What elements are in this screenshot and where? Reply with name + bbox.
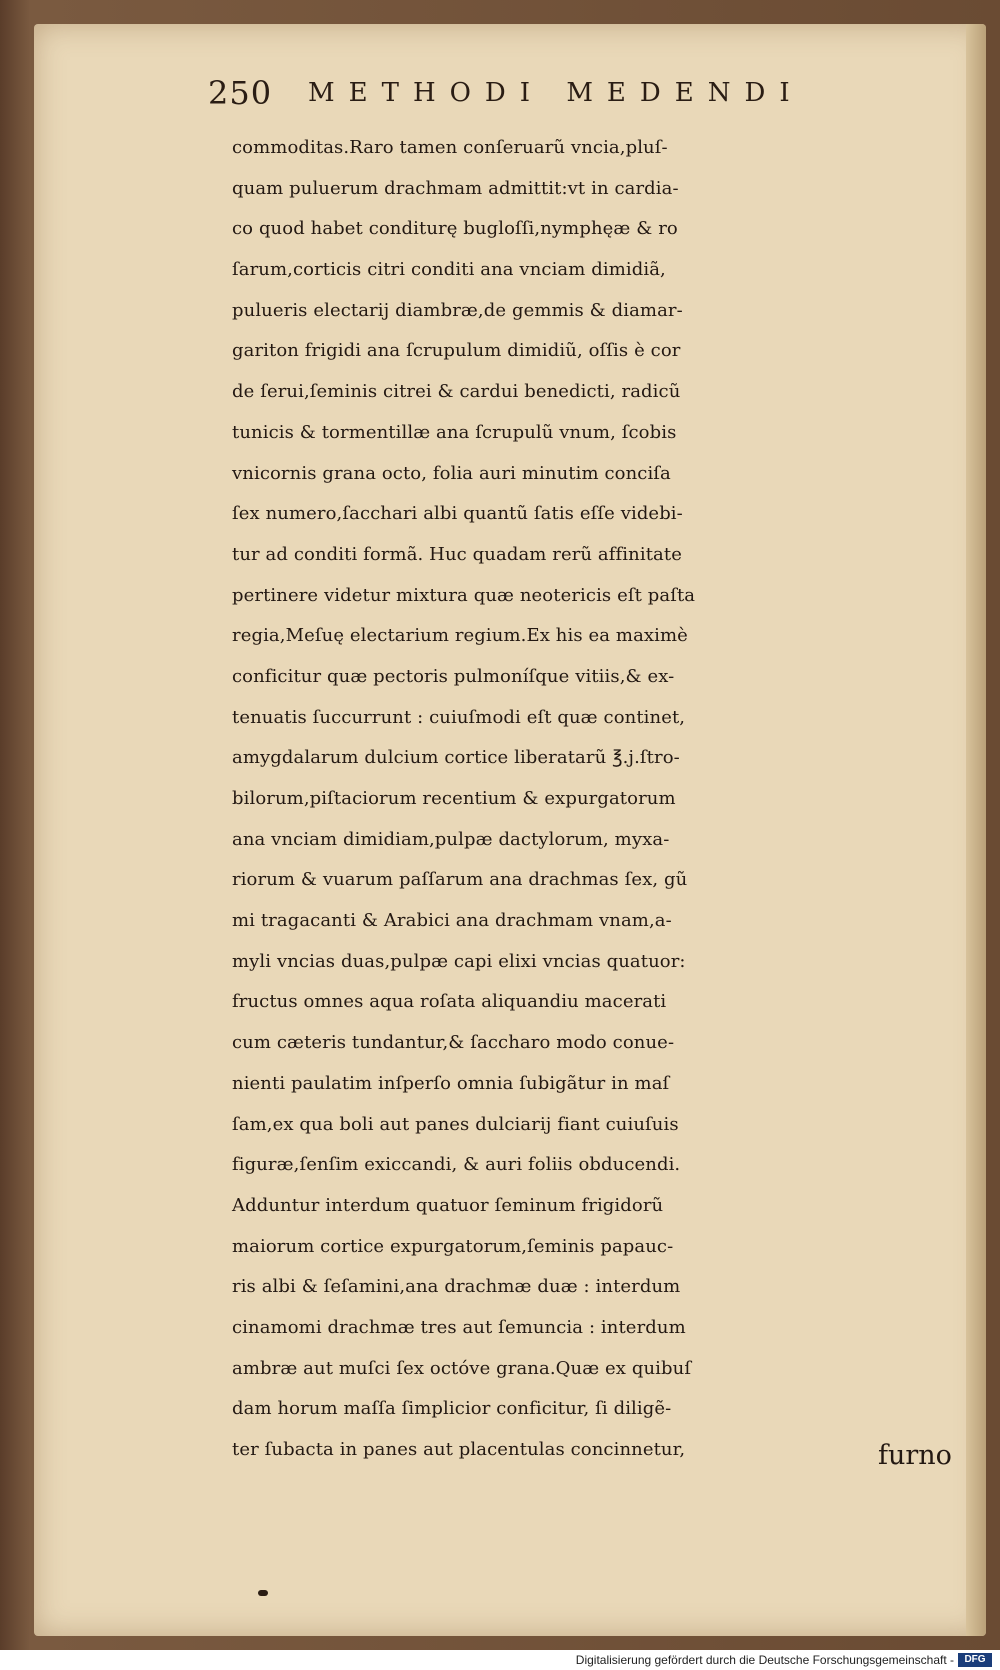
text-line: ana vnciam dimidiam,pulpæ dactylorum, myxa- (232, 828, 670, 850)
page-header (208, 68, 848, 118)
text-line: pulueris electarij diambræ,de gemmis & diamar- (232, 299, 683, 321)
text-line: ſam,ex qua boli aut panes dulciarij fiant cuiuſuis (232, 1113, 679, 1135)
text-line: ambræ aut muſci ſex octóve grana.Quæ ex quibuſ (232, 1357, 692, 1379)
text-line: figuræ,ſenſim exiccandi, & auri foliis obducendi. (232, 1154, 681, 1176)
text-line: nienti paulatim inſperſo omnia ſubigãtur in maſ (232, 1072, 670, 1094)
text-line: co quod habet conditurę bugloſſi,nymphęæ & ro (232, 218, 678, 240)
text-line: tunicis & tormentillæ ana ſcrupulũ vnum, ſcobis (232, 421, 677, 443)
page-edge (966, 24, 986, 1636)
text-line: quam puluerum drachmam admittit:vt in cardia- (232, 177, 679, 199)
text-line: fructus omnes aqua roſata aliquandiu macerati (232, 991, 667, 1013)
text-line: de ſerui,ſeminis citrei & cardui benedicti, radicũ (232, 381, 681, 403)
text-line: gariton frigidi ana ſcrupulum dimidiũ, oſſis è cor (232, 340, 681, 362)
footer-credit: Digitalisierung gefördert durch die Deutsche Forschungsgemeinschaft - (575, 1653, 954, 1667)
dfg-logo: DFG (958, 1653, 992, 1667)
text-line: tenuatis ſuccurrunt : cuiuſmodi eſt quæ continet, (232, 706, 686, 728)
text-line: Adduntur interdum quatuor ſeminum frigidorũ (232, 1194, 664, 1216)
catchword: furno (878, 1440, 952, 1471)
ink-mark (258, 1590, 268, 1596)
text-line: maiorum cortice expurgatorum,ſeminis papauc- (232, 1235, 674, 1257)
text-line: tur ad conditi formã. Huc quadam rerũ affinitate (232, 543, 682, 565)
text-line: regia,Meſuę electarium regium.Ex his ea maximè (232, 625, 688, 647)
text-line: vnicornis grana octo, folia auri minutim conciſa (232, 462, 671, 484)
text-line: pertinere videtur mixtura quæ neotericis eſt paſta (232, 584, 696, 606)
page-number: 250 (208, 74, 273, 112)
text-line: conficitur quæ pectoris pulmoníſque vitiis,& ex- (232, 665, 675, 687)
text-line: ſarum,corticis citri conditi ana vnciam dimidiã, (232, 259, 666, 281)
running-title: METHODI MEDENDI (308, 78, 804, 108)
text-line: ris albi & ſeſamini,ana drachmæ duæ : interdum (232, 1276, 681, 1298)
text-line: bilorum,piſtaciorum recentium & expurgatorum (232, 788, 676, 809)
body-text (232, 128, 952, 1471)
text-line: ter ſubacta in panes aut placentulas concinnetur, (232, 1439, 686, 1460)
text-line: commoditas.Raro tamen conſeruarũ vncia,pluſ- (232, 137, 668, 158)
text-line: amygdalarum dulcium cortice liberatarũ ℥.j.ſtro- (232, 747, 680, 769)
text-line: dam horum maſſa ſimplicior conficitur, ſi diligẽ- (232, 1398, 672, 1420)
text-line: myli vncias duas,pulpæ capi elixi vncias quatuor: (232, 950, 686, 972)
text-line: mi tragacanti & Arabici ana drachmam vnam,a- (232, 910, 672, 932)
digitization-footer (0, 1650, 1000, 1670)
text-line: cinamomi drachmæ tres aut ſemuncia : interdum (232, 1316, 686, 1338)
text-line: ſex numero,ſacchari albi quantũ ſatis eſſe videbi- (232, 503, 683, 525)
text-line: riorum & vuarum paſſarum ana drachmas ſex, gũ (232, 869, 688, 891)
text-line: cum cæteris tundantur,& ſaccharo modo conue- (232, 1032, 675, 1054)
